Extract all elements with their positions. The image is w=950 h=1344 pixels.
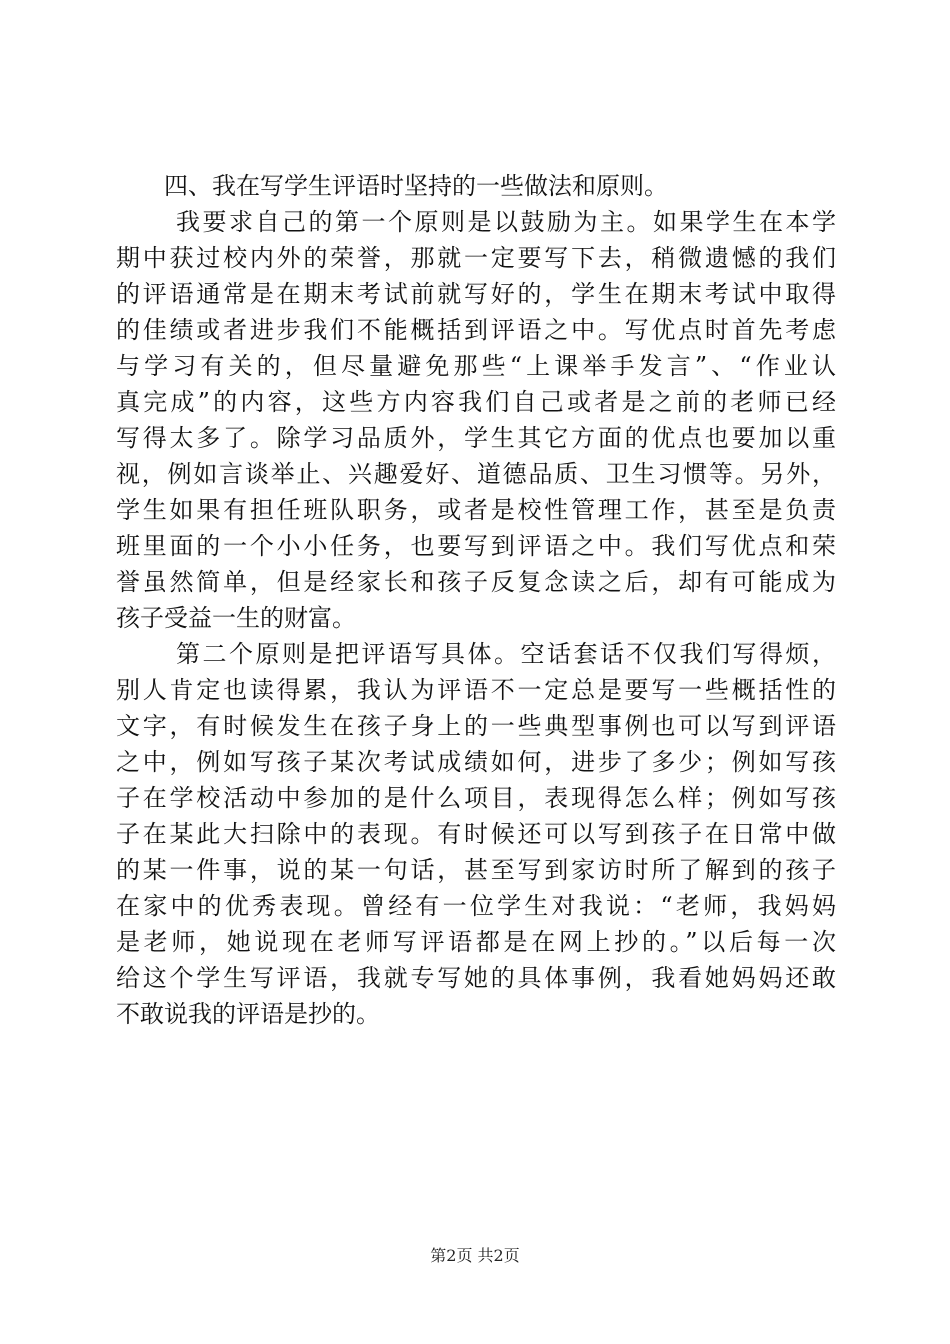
text-line: 誉虽然简单，但是经家长和孩子反复念读之后，却有可能成为 [116,568,836,596]
text-line: 子在学校活动中参加的是什么项目，表现得怎么样；例如写孩 [116,784,836,812]
text-line: 之中，例如写孩子某次考试成绩如何，进步了多少；例如写孩 [116,748,836,776]
text-line: 的某一件事，说的某一句话，甚至写到家访时所了解到的孩子 [116,856,836,884]
text-line: 在家中的优秀表现。曾经有一位学生对我说：“老师，我妈妈 [116,892,836,920]
page-number-footer: 第2页 共2页 [430,1246,520,1265]
text-line: 我要求自己的第一个原则是以鼓励为主。如果学生在本学 [176,208,836,236]
text-line: 给这个学生写评语，我就专写她的具体事例，我看她妈妈还敢 [116,964,836,992]
text-line: 第二个原则是把评语写具体。空话套话不仅我们写得烦， [176,640,836,668]
document-body [116,168,836,1032]
text-line: 班里面的一个小小任务，也要写到评语之中。我们写优点和荣 [116,532,836,560]
paragraph-principle-one [116,204,836,636]
text-line: 别人肯定也读得累，我认为评语不一定总是要写一些概括性的 [116,676,836,704]
text-line: 学生如果有担任班队职务，或者是校性管理工作，甚至是负责 [116,496,836,524]
text-line: 真完成”的内容，这些方内容我们自己或者是之前的老师已经 [116,388,836,416]
text-line: 的评语通常是在期末考试前就写好的，学生在期末考试中取得 [116,280,836,308]
text-line: 的佳绩或者进步我们不能概括到评语之中。写优点时首先考虑 [116,316,836,344]
text-line: 是老师，她说现在老师写评语都是在网上抄的。”以后每一次 [116,928,836,956]
section-heading: 四、我在写学生评语时坚持的一些做法和原则。 [164,172,668,200]
text-line: 写得太多了。除学习品质外，学生其它方面的优点也要加以重 [116,424,836,452]
text-line: 不敢说我的评语是抄的。 [116,1000,380,1028]
paragraph-principle-two [116,636,836,1032]
text-line: 文字，有时候发生在孩子身上的一些典型事例也可以写到评语 [116,712,836,740]
text-line: 子在某此大扫除中的表现。有时候还可以写到孩子在日常中做 [116,820,836,848]
text-line: 与学习有关的，但尽量避免那些“上课举手发言”、“作业认 [116,352,836,380]
text-line: 期中获过校内外的荣誉，那就一定要写下去，稍微遗憾的我们 [116,244,836,272]
text-line: 孩子受益一生的财富。 [116,604,356,632]
text-line: 视，例如言谈举止、兴趣爱好、道德品质、卫生习惯等。另外， [116,460,836,488]
